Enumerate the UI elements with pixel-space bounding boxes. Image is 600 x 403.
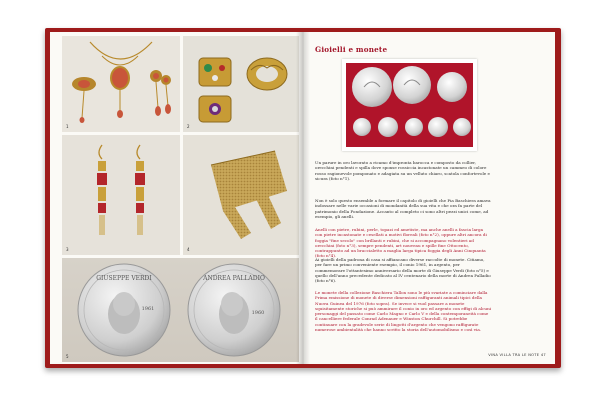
photo-earrings: [62, 135, 180, 255]
coral-parure-image: [62, 36, 180, 132]
coin-set-image: [342, 59, 477, 151]
photo-bracelet: [183, 135, 299, 255]
earrings-image: [62, 135, 180, 255]
right-page: [302, 32, 555, 364]
paragraph-5: Le monete della collezione Baschiera Tallon sono le più svariate a cominciare dalla Prima emissione di monete di diverse dimensioni raffiguranti animali tipici della Nuova Guinea del 1976 (foto sopra). Se invece si vuol passare a monete squisitamente storiche si può ammirare il conio in oro ed argento con effigi di alcuni personaggi del passato come Carlo Magno e Carlo V e della contemporaneità come il cancelliere federale Conrad Adenauer e Winston Churchill. Si potrebbe continuare con la gradevole serie di lingotti d'argento che vengono raffigurate numerose ambientalità che hanno scritto la storia dell'automobilismo e così via.: [315, 290, 492, 333]
coin-verdi-label: GIUSEPPE VERDI: [96, 275, 152, 282]
rings-image: [183, 36, 299, 132]
photo-caption: 3: [66, 247, 69, 252]
coin-palladio-year: 1960: [251, 310, 265, 316]
paragraph-4: Ai gioielli della padrona di casa si affiancano diverse raccolte di monete. Citiamo, per fare un primo conveniente esempio, il conio 1961, in argento, per commemorare l'ottantesimo anniversario della morte di Giuseppe Verdi (foto n°5) e quello dell'anno precedente dedicato al IV centenario della morte di Andrea Palladio (foto n°6).: [315, 257, 491, 284]
photo-caption: 4: [187, 247, 190, 252]
photo-coral-parure: [62, 36, 180, 132]
photo-coins: [62, 258, 299, 362]
coin-palladio-label: ANDREA PALLADIO: [203, 275, 265, 282]
coins-image: [62, 258, 299, 362]
photo-caption: 1: [66, 124, 69, 129]
paragraph-3: Anelli con pietre, rubini, perle, topazi ed ametiste, ma anche anelli a fascia larga con pietre incastonate e cesellati a motivi floreali (foto n°2), oppure altri ancora di foggia "fine secolo" con brillanti e rubini, che si accompagnano volentieri ad orecchini (foto n°3), sempre pendenti, art nouveau e spille fine Ottocento, contrappunto ad un braccialetto a maglia larga tipica foggia degli Anni Cinquanta (foto n°4).: [315, 227, 487, 259]
page-footer: VINA VILLA TRA LE NOTE 47: [488, 353, 546, 357]
paragraph-1: Un parure in oro lavorato a ricamo d'impronta barocca e composto da collier, orecchini pendenti e spilla dove sponse rossiccia incastonate un cammeo di colore rosso ragionevole pomponato e adagiata su un velluto chiaro, scatola confortevole e sicura (foto n°1).: [315, 160, 490, 181]
page-title: Gioielli e monete: [315, 45, 388, 54]
coin-verdi-year: 1961: [141, 306, 155, 312]
photo-coin-set: [342, 59, 477, 151]
photo-caption: 2: [187, 124, 190, 129]
paragraph-2: Non è solo questo ensemble a formare il capitolo di gioielli che Pia Baschiera amava indossare nelle varie occasioni di mondanità della sua vita e che ora fa parte del patrimonio della Fondazione. Accanto al completo ci sono altri pezzi unici come, ad esempio, gli anelli.: [315, 198, 491, 219]
photo-caption: 5: [66, 354, 69, 359]
photo-rings: [183, 36, 299, 132]
bracelet-image: [183, 135, 299, 255]
left-page: [50, 32, 302, 364]
